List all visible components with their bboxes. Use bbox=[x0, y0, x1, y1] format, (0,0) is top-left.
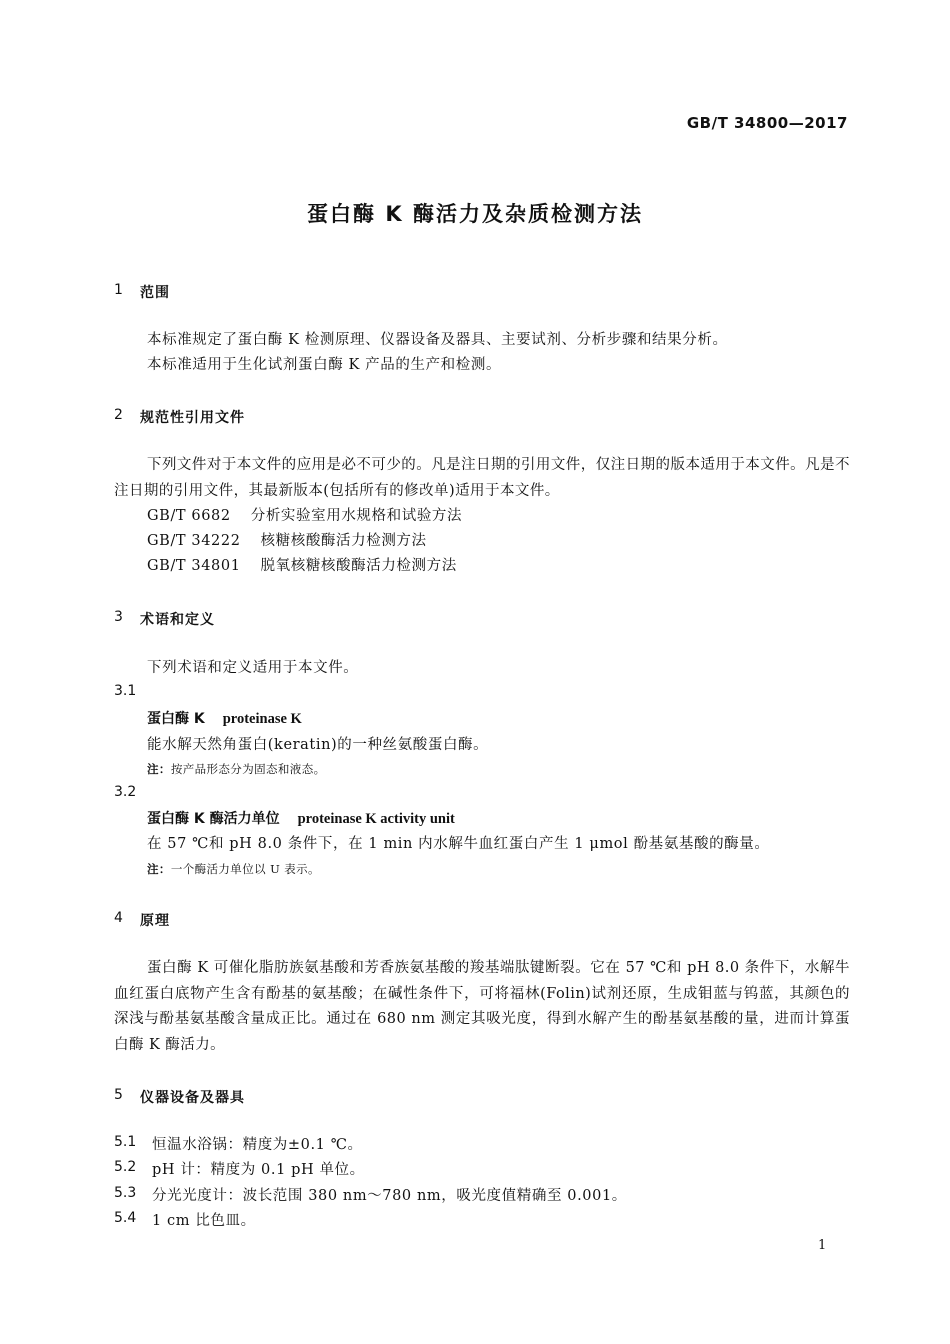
reference-code: GB/T 34222 bbox=[147, 533, 241, 549]
item-number: 5.3 bbox=[114, 1185, 137, 1201]
note bbox=[147, 861, 320, 877]
term-english: proteinase K activity unit bbox=[297, 811, 455, 827]
reference-title: 分析实验室用水规格和试验方法 bbox=[250, 508, 463, 524]
paragraph: 下列文件对于本文件的应用是必不可少的。凡是注日期的引用文件，仅注日期的版本适用于本文件。凡是不注日期的引用文件，其最新版本(包括所有的修改单)适用于本文件。 bbox=[114, 457, 850, 499]
note-label: 注： bbox=[147, 862, 171, 876]
paragraph: 本标准适用于生化试剂蛋白酶 K 产品的生产和检测。 bbox=[147, 357, 502, 373]
page-number: 1 bbox=[818, 1238, 827, 1253]
term-heading bbox=[147, 708, 302, 728]
item-number: 5.1 bbox=[114, 1134, 137, 1150]
section-number: 5 bbox=[114, 1087, 123, 1103]
section-title: 范围 bbox=[140, 285, 170, 301]
document-title: 蛋白酶 K 酶活力及杂质检测方法 bbox=[307, 202, 643, 226]
section-title: 原理 bbox=[140, 913, 170, 929]
clause-number: 3.2 bbox=[114, 784, 137, 800]
clause-number: 3.1 bbox=[114, 683, 137, 699]
section-number: 2 bbox=[114, 407, 123, 423]
reference-item bbox=[147, 529, 427, 554]
term-heading bbox=[147, 808, 455, 828]
item-text: 分光光度计：波长范围 380 nm～780 nm，吸光度值精确至 0.001。 bbox=[152, 1188, 627, 1204]
item-text: pH 计：精度为 0.1 pH 单位。 bbox=[152, 1162, 365, 1178]
reference-title: 核糖核酸酶活力检测方法 bbox=[260, 533, 427, 549]
note-text: 按产品形态分为固态和液态。 bbox=[170, 762, 326, 776]
section-number: 1 bbox=[114, 282, 123, 298]
term-chinese: 蛋白酶 K bbox=[147, 711, 205, 727]
note-label: 注： bbox=[147, 762, 171, 776]
reference-title: 脱氧核糖核酸酶活力检测方法 bbox=[260, 558, 457, 574]
item-text: 恒温水浴锅：精度为±0.1 ℃。 bbox=[152, 1137, 363, 1153]
reference-code: GB/T 6682 bbox=[147, 508, 231, 524]
note-text: 一个酶活力单位以 U 表示。 bbox=[170, 862, 320, 876]
item-number: 5.2 bbox=[114, 1159, 137, 1175]
term-definition: 能水解天然角蛋白(keratin)的一种丝氨酸蛋白酶。 bbox=[147, 737, 489, 753]
item-number: 5.4 bbox=[114, 1210, 137, 1226]
section-title: 术语和定义 bbox=[140, 612, 215, 628]
section-title: 规范性引用文件 bbox=[140, 410, 245, 426]
term-chinese: 蛋白酶 K 酶活力单位 bbox=[147, 811, 280, 827]
section-title: 仪器设备及器具 bbox=[140, 1090, 245, 1106]
term-english: proteinase K bbox=[222, 711, 302, 727]
standard-code: GB/T 34800—2017 bbox=[686, 114, 848, 132]
term-definition: 在 57 ℃和 pH 8.0 条件下，在 1 min 内水解牛血红蛋白产生 1 μmol 酚基氨基酸的酶量。 bbox=[147, 836, 770, 852]
section-number: 3 bbox=[114, 609, 123, 625]
paragraph: 蛋白酶 K 可催化脂肪族氨基酸和芳香族氨基酸的羧基端肽键断裂。它在 57 ℃和 pH 8.0 条件下，水解牛血红蛋白底物产生含有酚基的氨基酸；在碱性条件下，可将福林(Folin)试剂还原，生成钼蓝与钨蓝，其颜色的深浅与酚基氨基酸含量成正比。通过在 680 nm 测定其吸光度，得到水解产生的酚基氨基酸的量，进而计算蛋白酶 K 酶活力。 bbox=[114, 960, 850, 1053]
reference-code: GB/T 34801 bbox=[147, 558, 241, 574]
section-number: 4 bbox=[114, 910, 123, 926]
item-text: 1 cm 比色皿。 bbox=[152, 1213, 256, 1229]
paragraph: 下列术语和定义适用于本文件。 bbox=[147, 660, 359, 676]
note bbox=[147, 761, 326, 777]
reference-item bbox=[147, 504, 462, 529]
paragraph: 本标准规定了蛋白酶 K 检测原理、仪器设备及器具、主要试剂、分析步骤和结果分析。 bbox=[147, 332, 728, 348]
reference-item bbox=[147, 554, 457, 579]
